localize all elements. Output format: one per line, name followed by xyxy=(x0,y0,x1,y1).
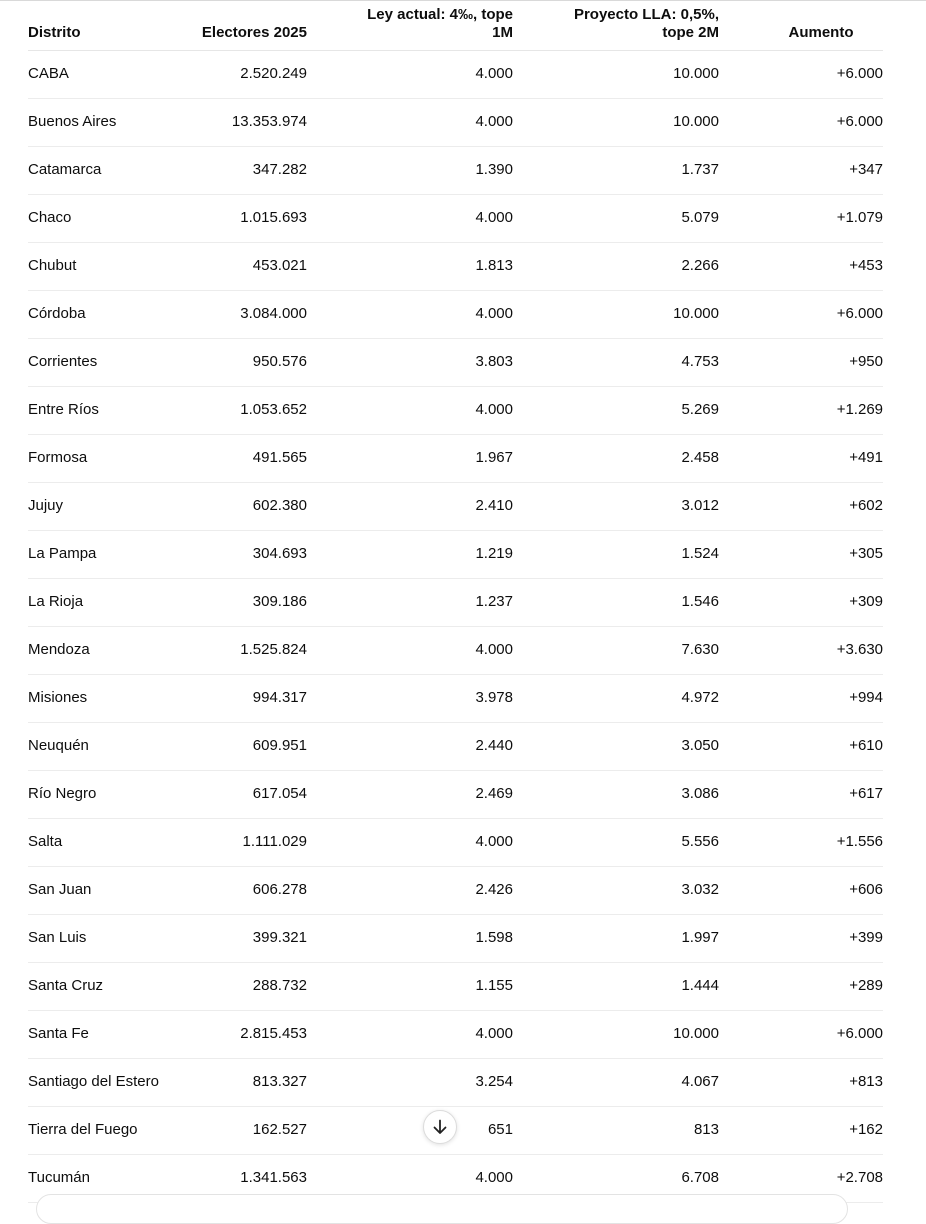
cell-aumento: +994 xyxy=(719,674,883,722)
header-ley-actual xyxy=(307,0,513,50)
cell-distrito: Salta xyxy=(28,818,168,866)
table-row xyxy=(28,770,883,818)
cell-ley-actual: 1.598 xyxy=(307,914,513,962)
cell-distrito: Mendoza xyxy=(28,626,168,674)
districts-table xyxy=(28,0,883,1203)
cell-proyecto: 4.753 xyxy=(513,338,719,386)
cell-aumento: +610 xyxy=(719,722,883,770)
header-ley-actual-line1: Ley actual: 4‰, tope xyxy=(367,5,513,23)
table-row xyxy=(28,866,883,914)
cell-electores: 602.380 xyxy=(168,482,307,530)
cell-ley-actual: 3.978 xyxy=(307,674,513,722)
cell-distrito: Corrientes xyxy=(28,338,168,386)
cell-proyecto: 4.067 xyxy=(513,1058,719,1106)
cell-ley-actual: 4.000 xyxy=(307,386,513,434)
cell-proyecto: 3.050 xyxy=(513,722,719,770)
cell-proyecto: 1.997 xyxy=(513,914,719,962)
table-row xyxy=(28,578,883,626)
cell-ley-actual: 1.219 xyxy=(307,530,513,578)
cell-distrito: Catamarca xyxy=(28,146,168,194)
cell-aumento: +6.000 xyxy=(719,98,883,146)
cell-distrito: Santiago del Estero xyxy=(28,1058,168,1106)
cell-aumento: +950 xyxy=(719,338,883,386)
cell-proyecto: 1.546 xyxy=(513,578,719,626)
cell-electores: 288.732 xyxy=(168,962,307,1010)
cell-ley-actual: 4.000 xyxy=(307,290,513,338)
table-row xyxy=(28,1058,883,1106)
cell-electores: 2.520.249 xyxy=(168,50,307,98)
cell-aumento: +813 xyxy=(719,1058,883,1106)
table-row xyxy=(28,1010,883,1058)
message-composer[interactable] xyxy=(36,1194,848,1224)
cell-aumento: +617 xyxy=(719,770,883,818)
table-row xyxy=(28,146,883,194)
cell-distrito: Santa Cruz xyxy=(28,962,168,1010)
cell-ley-actual: 1.813 xyxy=(307,242,513,290)
table-row xyxy=(28,98,883,146)
cell-proyecto: 1.444 xyxy=(513,962,719,1010)
cell-aumento: +491 xyxy=(719,434,883,482)
table-row xyxy=(28,962,883,1010)
cell-electores: 1.053.652 xyxy=(168,386,307,434)
cell-electores: 606.278 xyxy=(168,866,307,914)
cell-ley-actual: 3.254 xyxy=(307,1058,513,1106)
cell-aumento: +399 xyxy=(719,914,883,962)
cell-proyecto: 10.000 xyxy=(513,98,719,146)
cell-distrito: Córdoba xyxy=(28,290,168,338)
cell-proyecto: 1.524 xyxy=(513,530,719,578)
cell-proyecto: 5.269 xyxy=(513,386,719,434)
cell-ley-actual: 4.000 xyxy=(307,1154,513,1202)
cell-distrito: Río Negro xyxy=(28,770,168,818)
header-ley-actual-line2: 1M xyxy=(492,23,513,41)
cell-aumento: +602 xyxy=(719,482,883,530)
cell-proyecto: 1.737 xyxy=(513,146,719,194)
cell-aumento: +3.630 xyxy=(719,626,883,674)
cell-electores: 304.693 xyxy=(168,530,307,578)
cell-ley-actual: 2.426 xyxy=(307,866,513,914)
table-row xyxy=(28,722,883,770)
table-body xyxy=(28,50,883,1202)
table-row xyxy=(28,914,883,962)
cell-distrito: San Luis xyxy=(28,914,168,962)
cell-electores: 3.084.000 xyxy=(168,290,307,338)
cell-aumento: +2.708 xyxy=(719,1154,883,1202)
arrow-down-icon xyxy=(431,1118,449,1136)
table-row xyxy=(28,242,883,290)
cell-ley-actual: 3.803 xyxy=(307,338,513,386)
header-proyecto xyxy=(513,0,719,50)
cell-ley-actual: 1.237 xyxy=(307,578,513,626)
cell-electores: 491.565 xyxy=(168,434,307,482)
cell-proyecto: 4.972 xyxy=(513,674,719,722)
cell-ley-actual: 4.000 xyxy=(307,1010,513,1058)
table-row xyxy=(28,626,883,674)
cell-distrito: Entre Ríos xyxy=(28,386,168,434)
cell-aumento: +162 xyxy=(719,1106,883,1154)
cell-electores: 399.321 xyxy=(168,914,307,962)
cell-electores: 813.327 xyxy=(168,1058,307,1106)
cell-ley-actual: 1.967 xyxy=(307,434,513,482)
cell-electores: 453.021 xyxy=(168,242,307,290)
cell-electores: 13.353.974 xyxy=(168,98,307,146)
cell-electores: 1.341.563 xyxy=(168,1154,307,1202)
cell-aumento: +1.556 xyxy=(719,818,883,866)
table-row xyxy=(28,290,883,338)
cell-proyecto: 10.000 xyxy=(513,1010,719,1058)
cell-ley-actual: 4.000 xyxy=(307,626,513,674)
cell-proyecto: 5.079 xyxy=(513,194,719,242)
table-row xyxy=(28,338,883,386)
cell-aumento: +309 xyxy=(719,578,883,626)
cell-distrito: Santa Fe xyxy=(28,1010,168,1058)
cell-ley-actual: 651 xyxy=(307,1106,513,1154)
cell-electores: 1.015.693 xyxy=(168,194,307,242)
cell-aumento: +6.000 xyxy=(719,50,883,98)
cell-distrito: CABA xyxy=(28,50,168,98)
cell-distrito: Formosa xyxy=(28,434,168,482)
table-header-row xyxy=(28,0,883,50)
scroll-to-bottom-button[interactable] xyxy=(423,1110,457,1144)
cell-aumento: +305 xyxy=(719,530,883,578)
header-proyecto-line1: Proyecto LLA: 0,5%, xyxy=(573,5,719,23)
cell-proyecto: 2.458 xyxy=(513,434,719,482)
cell-electores: 994.317 xyxy=(168,674,307,722)
cell-proyecto: 3.086 xyxy=(513,770,719,818)
cell-electores: 1.111.029 xyxy=(168,818,307,866)
cell-electores: 347.282 xyxy=(168,146,307,194)
cell-electores: 617.054 xyxy=(168,770,307,818)
cell-electores: 609.951 xyxy=(168,722,307,770)
cell-proyecto: 3.012 xyxy=(513,482,719,530)
cell-distrito: Tucumán xyxy=(28,1154,168,1202)
cell-electores: 162.527 xyxy=(168,1106,307,1154)
cell-distrito: Misiones xyxy=(28,674,168,722)
table-row xyxy=(28,50,883,98)
cell-distrito: Chaco xyxy=(28,194,168,242)
cell-electores: 950.576 xyxy=(168,338,307,386)
cell-electores: 1.525.824 xyxy=(168,626,307,674)
cell-proyecto: 6.708 xyxy=(513,1154,719,1202)
cell-aumento: +347 xyxy=(719,146,883,194)
header-electores: Electores 2025 xyxy=(168,0,307,50)
cell-ley-actual: 4.000 xyxy=(307,818,513,866)
header-proyecto-line2: tope 2M xyxy=(662,23,719,41)
table-row xyxy=(28,434,883,482)
cell-electores: 2.815.453 xyxy=(168,1010,307,1058)
cell-proyecto: 3.032 xyxy=(513,866,719,914)
cell-proyecto: 10.000 xyxy=(513,50,719,98)
cell-distrito: Chubut xyxy=(28,242,168,290)
cell-proyecto: 10.000 xyxy=(513,290,719,338)
cell-distrito: San Juan xyxy=(28,866,168,914)
cell-ley-actual: 2.440 xyxy=(307,722,513,770)
cell-distrito: Neuquén xyxy=(28,722,168,770)
header-aumento: Aumento xyxy=(719,0,883,50)
cell-aumento: +6.000 xyxy=(719,1010,883,1058)
cell-ley-actual: 4.000 xyxy=(307,98,513,146)
table-row xyxy=(28,482,883,530)
cell-aumento: +453 xyxy=(719,242,883,290)
cell-ley-actual: 4.000 xyxy=(307,50,513,98)
cell-distrito: La Rioja xyxy=(28,578,168,626)
table-row xyxy=(28,530,883,578)
cell-aumento: +606 xyxy=(719,866,883,914)
cell-ley-actual: 2.469 xyxy=(307,770,513,818)
cell-electores: 309.186 xyxy=(168,578,307,626)
table-row xyxy=(28,386,883,434)
table-row xyxy=(28,818,883,866)
cell-distrito: La Pampa xyxy=(28,530,168,578)
cell-aumento: +1.079 xyxy=(719,194,883,242)
table-row xyxy=(28,194,883,242)
cell-ley-actual: 2.410 xyxy=(307,482,513,530)
cell-proyecto: 5.556 xyxy=(513,818,719,866)
cell-proyecto: 7.630 xyxy=(513,626,719,674)
table-row xyxy=(28,674,883,722)
header-distrito: Distrito xyxy=(28,0,168,50)
cell-aumento: +1.269 xyxy=(719,386,883,434)
cell-ley-actual: 1.390 xyxy=(307,146,513,194)
cell-proyecto: 813 xyxy=(513,1106,719,1154)
cell-ley-actual: 1.155 xyxy=(307,962,513,1010)
cell-aumento: +6.000 xyxy=(719,290,883,338)
cell-distrito: Buenos Aires xyxy=(28,98,168,146)
cell-distrito: Tierra del Fuego xyxy=(28,1106,168,1154)
cell-distrito: Jujuy xyxy=(28,482,168,530)
cell-aumento: +289 xyxy=(719,962,883,1010)
cell-proyecto: 2.266 xyxy=(513,242,719,290)
cell-ley-actual: 4.000 xyxy=(307,194,513,242)
